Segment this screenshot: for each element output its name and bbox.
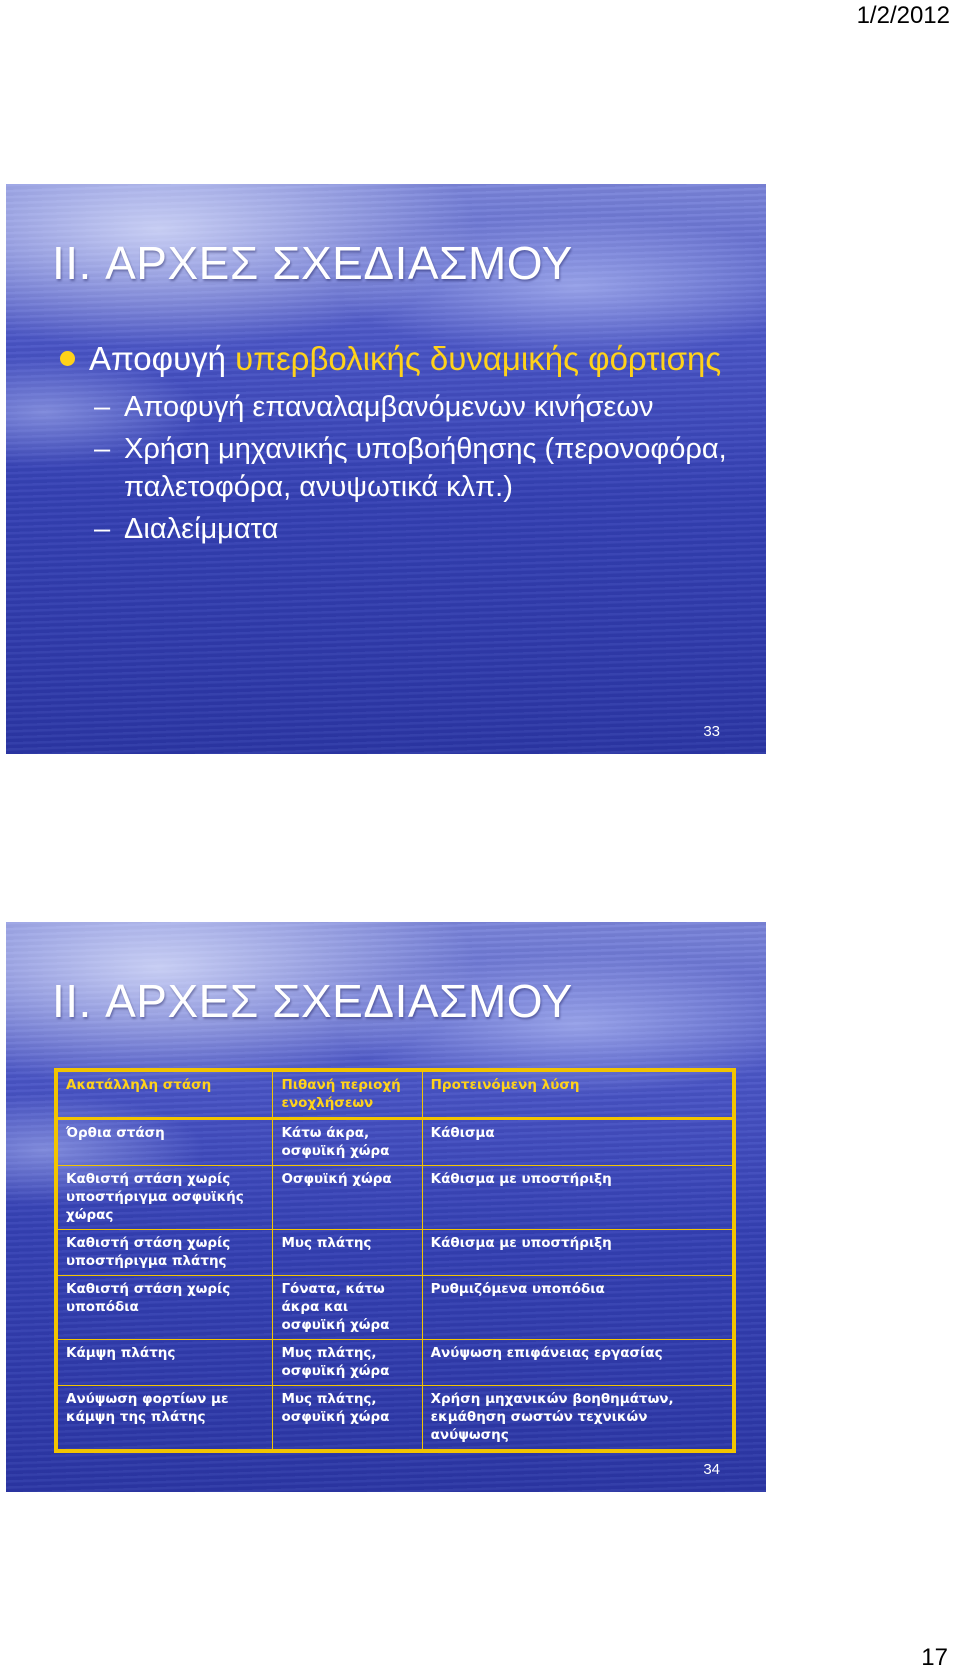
table-cell: Χρήση μηχανικών βοηθημάτων, εκμάθηση σωστών τεχνικών ανύψωσης [422,1386,734,1452]
table-cell: Κάμψη πλάτης [56,1340,273,1386]
table-cell: Όρθια στάση [56,1119,273,1166]
table-cell: Κάθισμα με υποστήριξη [422,1230,734,1276]
table-header-row [56,1070,734,1119]
table-cell: Ανύψωση επιφάνειας εργασίας [422,1340,734,1386]
dash-icon: – [94,391,111,423]
sub-bullet-item [94,430,734,506]
bullet-prefix: Αποφυγή [89,340,236,377]
slide-number: 34 [703,1461,720,1478]
table-row [56,1340,734,1386]
dash-icon: – [94,433,111,465]
table-row [56,1119,734,1166]
sub-bullet-text: Χρήση μηχανικής υποβοήθησης (περονοφόρα, παλετοφόρα, ανυψωτικά κλπ.) [124,433,727,503]
column-header: Προτεινόμενη λύση [422,1070,734,1119]
header-date: 1/2/2012 [856,2,950,29]
table-cell: Κάθισμα [422,1119,734,1166]
column-header: Ακατάλληλη στάση [56,1070,273,1119]
dash-icon: – [94,513,111,545]
slide-33 [6,184,766,754]
table-row [56,1386,734,1452]
table-cell: Οσφυϊκή χώρα [273,1166,422,1230]
slide-title: II. ΑΡΧΕΣ ΣΧΕΔΙΑΣΜΟΥ [52,975,573,1027]
sub-bullet-text: Αποφυγή επαναλαμβανόμενων κινήσεων [124,391,654,423]
column-header: Πιθανή περιοχή ενοχλήσεων [273,1070,422,1119]
table-cell: Καθιστή στάση χωρίς υποστήριγμα πλάτης [56,1230,273,1276]
main-bullet [60,340,721,378]
table-cell: Καθιστή στάση χωρίς υποπόδια [56,1276,273,1340]
table-cell: Ανύψωση φορτίων με κάμψη της πλάτης [56,1386,273,1452]
sub-bullet-item [94,510,734,548]
table-cell: Γόνατα, κάτω άκρα και οσφυϊκή χώρα [273,1276,422,1340]
posture-table [54,1068,736,1453]
page-number: 17 [921,1644,948,1671]
table-cell: Μυς πλάτης, οσφυϊκή χώρα [273,1340,422,1386]
sub-bullet-item [94,388,734,426]
slide-title: II. ΑΡΧΕΣ ΣΧΕΔΙΑΣΜΟΥ [52,237,573,289]
sub-bullet-text: Διαλείμματα [124,513,279,545]
bullet-dot-icon [60,351,75,366]
table-row [56,1276,734,1340]
sub-bullet-list [94,388,734,552]
bullet-highlight: υπερβολικής δυναμικής φόρτισης [235,340,722,377]
table-cell: Κάτω άκρα, οσφυϊκή χώρα [273,1119,422,1166]
table-cell: Καθιστή στάση χωρίς υποστήριγμα οσφυϊκής χώρας [56,1166,273,1230]
table-cell: Κάθισμα με υποστήριξη [422,1166,734,1230]
table-cell: Μυς πλάτης [273,1230,422,1276]
table-cell: Μυς πλάτης, οσφυϊκή χώρα [273,1386,422,1452]
table-cell: Ρυθμιζόμενα υποπόδια [422,1276,734,1340]
slide-number: 33 [703,723,720,740]
table-row [56,1166,734,1230]
slide-34 [6,922,766,1492]
table-row [56,1230,734,1276]
